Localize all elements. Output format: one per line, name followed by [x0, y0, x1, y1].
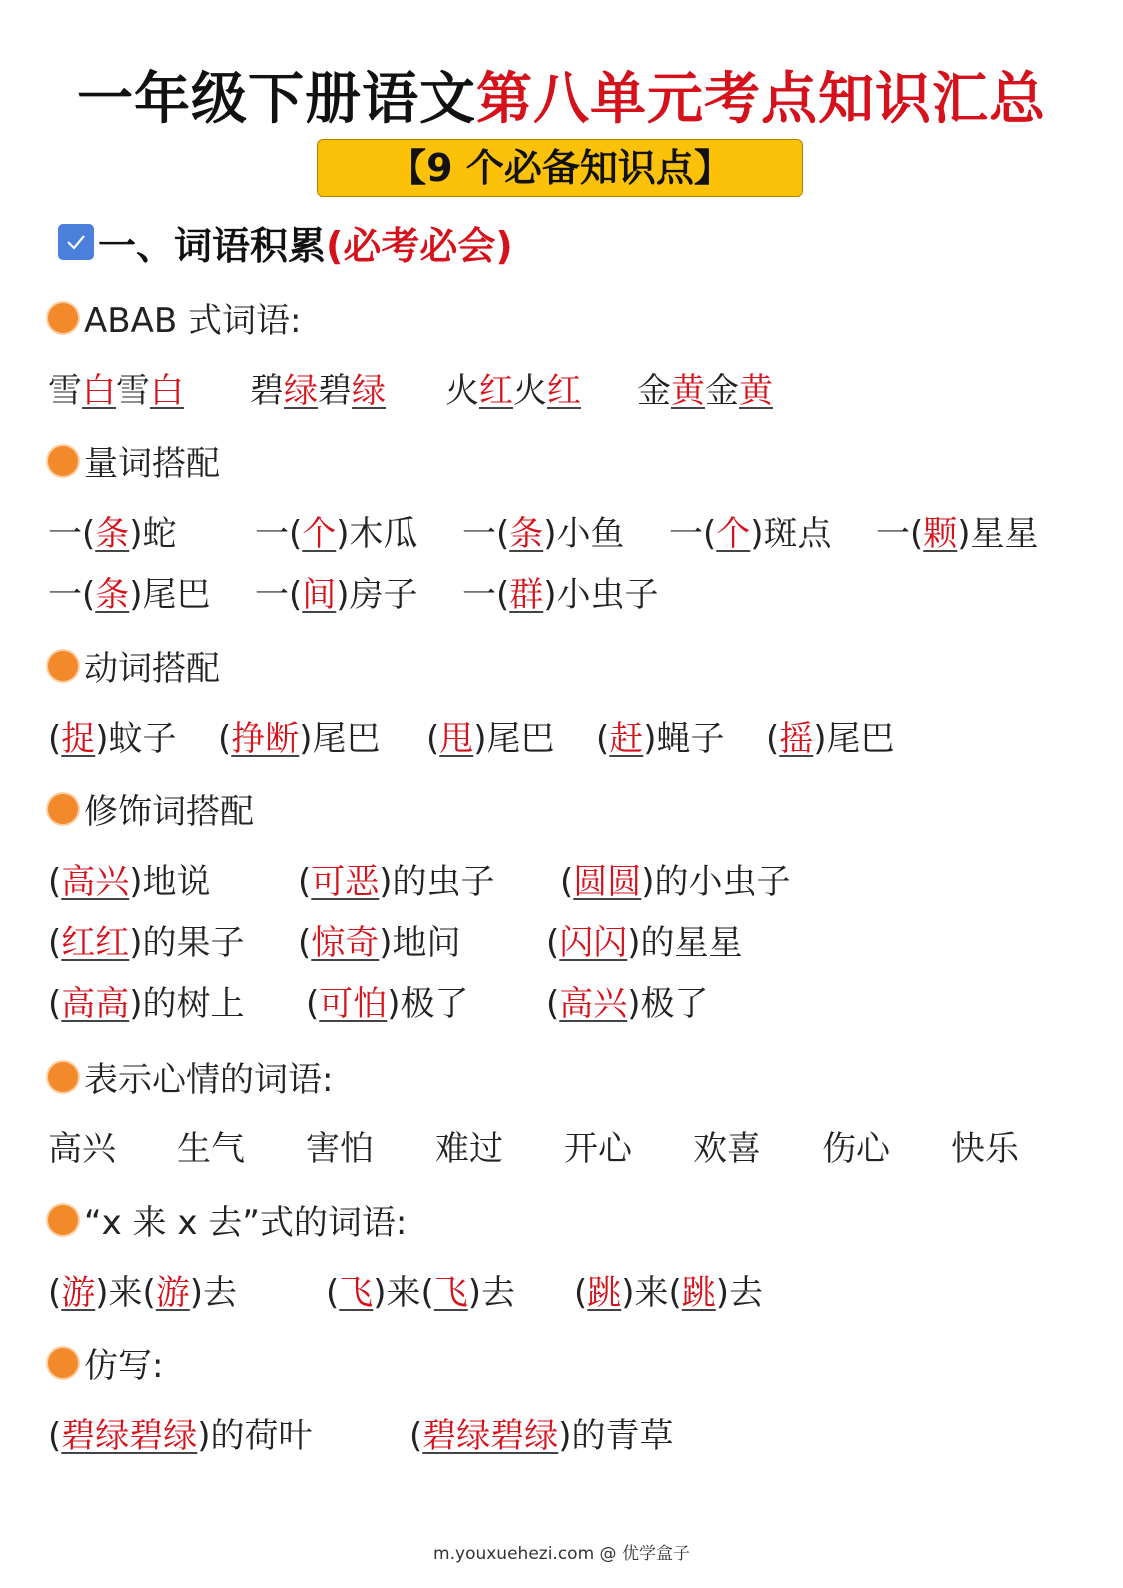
phrase-text: 开心 — [564, 1129, 632, 1169]
measure-item — [876, 506, 1039, 555]
phrase-text: 火 — [445, 371, 479, 411]
phrase-text: )房子 — [336, 575, 418, 615]
phrase-text: )去 — [715, 1273, 764, 1313]
phrase-text: ( — [298, 923, 312, 963]
imitate-heading — [48, 1338, 163, 1387]
imitate-item — [48, 1408, 313, 1457]
answer-text: 高兴 — [559, 984, 628, 1024]
phrase-text: ( — [546, 984, 560, 1024]
xlaixqu-item — [48, 1265, 237, 1314]
answer-text: 飞 — [339, 1273, 374, 1313]
answer-text: 跳 — [587, 1273, 622, 1313]
phrase-text: ( — [48, 984, 62, 1024]
abab-item — [637, 363, 773, 412]
orange-bullet-icon — [48, 651, 78, 681]
answer-text: 颗 — [923, 514, 958, 554]
mood-item — [306, 1121, 374, 1170]
phrase-text: 一( — [48, 514, 96, 554]
verb-item — [766, 711, 895, 760]
abab-item — [48, 363, 184, 412]
modifier-item — [560, 854, 791, 903]
page-title — [0, 55, 1123, 135]
xlaixqu-heading — [48, 1195, 407, 1244]
phrase-text: )蚊子 — [95, 719, 177, 759]
answer-text: 高兴 — [61, 862, 130, 902]
measure-item — [669, 506, 832, 555]
phrase-text: )极了 — [627, 984, 709, 1024]
answer-text: 甩 — [439, 719, 474, 759]
answer-text: 跳 — [681, 1273, 716, 1313]
phrase-text: )的果子 — [129, 923, 245, 963]
phrase-text: )蛇 — [129, 514, 177, 554]
answer-text: 可怕 — [319, 984, 388, 1024]
knowledge-count-badge: 【9 个必备知识点】 — [317, 139, 803, 197]
answer-text: 红 — [479, 371, 513, 411]
modifier-item — [298, 915, 461, 964]
measure-heading — [48, 436, 220, 485]
phrase-text: )极了 — [387, 984, 469, 1024]
phrase-text: ( — [48, 862, 62, 902]
orange-bullet-icon — [48, 794, 78, 824]
modifier-item — [48, 976, 245, 1025]
phrase-text: ( — [298, 862, 312, 902]
answer-text: 游 — [155, 1273, 190, 1313]
phrase-text: )去 — [467, 1273, 516, 1313]
answer-text: 捉 — [61, 719, 96, 759]
phrase-text: ( — [546, 923, 560, 963]
verb-item — [218, 711, 381, 760]
phrase-text: ( — [426, 719, 440, 759]
measure-item — [48, 567, 211, 616]
title-part-red: 第八单元考点知识汇总 — [476, 67, 1046, 132]
phrase-text: )的荷叶 — [197, 1416, 313, 1456]
phrase-text: 一( — [255, 575, 303, 615]
phrase-text: 害怕 — [306, 1129, 374, 1169]
answer-text: 挣断 — [231, 719, 300, 759]
phrase-text: 一( — [462, 575, 510, 615]
phrase-text: 难过 — [435, 1129, 503, 1169]
phrase-text: 高兴 — [48, 1129, 116, 1169]
answer-text: 圆圆 — [573, 862, 642, 902]
mood-item — [177, 1121, 245, 1170]
abab-item — [445, 363, 581, 412]
measure-item — [462, 506, 625, 555]
section-heading — [58, 216, 513, 268]
phrase-text: )木瓜 — [336, 514, 418, 554]
answer-text: 个 — [716, 514, 751, 554]
phrase-text: 雪 — [48, 371, 82, 411]
phrase-text: 欢喜 — [693, 1129, 761, 1169]
abab-heading-text: ABAB 式词语: — [84, 301, 302, 341]
xlaixqu-heading-text: “x 来 x 去”式的词语: — [84, 1203, 408, 1243]
imitate-item — [409, 1408, 674, 1457]
phrase-text: 金 — [705, 371, 739, 411]
answer-text: 条 — [95, 575, 130, 615]
modifier-item — [546, 976, 709, 1025]
measure-heading-text: 量词搭配 — [84, 444, 220, 484]
checkbox-icon — [58, 224, 94, 260]
answer-text: 个 — [302, 514, 337, 554]
title-part-black: 一年级下册语文 — [77, 67, 476, 132]
measure-item — [462, 567, 659, 616]
xlaixqu-item — [574, 1265, 763, 1314]
modifier-item — [298, 854, 495, 903]
answer-text: 黄 — [739, 371, 773, 411]
orange-bullet-icon — [48, 303, 78, 333]
imitate-heading-text: 仿写: — [84, 1346, 164, 1386]
footer-watermark: m.youxuehezi.com @ 优学盒子 — [433, 1544, 690, 1564]
answer-text: 碧绿碧绿 — [422, 1416, 559, 1456]
answer-text: 碧绿碧绿 — [61, 1416, 198, 1456]
verb-heading — [48, 641, 220, 690]
xlaixqu-item — [326, 1265, 515, 1314]
mood-item — [822, 1121, 890, 1170]
phrase-text: ( — [766, 719, 780, 759]
orange-bullet-icon — [48, 1205, 78, 1235]
modifier-heading — [48, 784, 254, 833]
verb-item — [596, 711, 725, 760]
phrase-text: )尾巴 — [299, 719, 381, 759]
phrase-text: )蝇子 — [643, 719, 725, 759]
answer-text: 赶 — [609, 719, 644, 759]
measure-item — [48, 506, 177, 555]
phrase-text: )尾巴 — [129, 575, 211, 615]
phrase-text: )的青草 — [558, 1416, 674, 1456]
phrase-text: ( — [48, 1416, 62, 1456]
phrase-text: 伤心 — [822, 1129, 890, 1169]
phrase-text: ( — [326, 1273, 340, 1313]
phrase-text: ( — [48, 719, 62, 759]
phrase-text: 生气 — [177, 1129, 245, 1169]
answer-text: 高高 — [61, 984, 130, 1024]
answer-text: 惊奇 — [311, 923, 380, 963]
measure-item — [255, 567, 418, 616]
answer-text: 飞 — [433, 1273, 468, 1313]
answer-text: 绿 — [352, 371, 386, 411]
phrase-text: 碧 — [318, 371, 352, 411]
orange-bullet-icon — [48, 446, 78, 476]
mood-item — [48, 1121, 116, 1170]
phrase-text: )的树上 — [129, 984, 245, 1024]
phrase-text: )尾巴 — [473, 719, 555, 759]
phrase-text: )星星 — [957, 514, 1039, 554]
phrase-text: )尾巴 — [813, 719, 895, 759]
phrase-text: 火 — [513, 371, 547, 411]
measure-item — [255, 506, 418, 555]
answer-text: 红 — [547, 371, 581, 411]
answer-text: 摇 — [779, 719, 814, 759]
answer-text: 黄 — [671, 371, 705, 411]
phrase-text: ( — [48, 923, 62, 963]
modifier-item — [306, 976, 469, 1025]
phrase-text: ( — [306, 984, 320, 1024]
modifier-heading-text: 修饰词搭配 — [84, 792, 254, 832]
phrase-text: )来( — [95, 1273, 156, 1313]
phrase-text: 雪 — [116, 371, 150, 411]
section-title: 一、词语积累 — [98, 223, 327, 268]
answer-text: 游 — [61, 1273, 96, 1313]
phrase-text: )地问 — [379, 923, 461, 963]
phrase-text: ( — [560, 862, 574, 902]
mood-item — [564, 1121, 632, 1170]
modifier-item — [48, 915, 245, 964]
mood-item — [693, 1121, 761, 1170]
answer-text: 群 — [509, 575, 544, 615]
verb-item — [48, 711, 177, 760]
phrase-text: 金 — [637, 371, 671, 411]
verb-heading-text: 动词搭配 — [84, 649, 220, 689]
phrase-text: )的小虫子 — [641, 862, 791, 902]
mood-heading — [48, 1052, 333, 1101]
phrase-text: 一( — [876, 514, 924, 554]
phrase-text: )斑点 — [750, 514, 832, 554]
section-tag: (必考必会) — [326, 223, 513, 268]
phrase-text: 一( — [255, 514, 303, 554]
answer-text: 间 — [302, 575, 337, 615]
phrase-text: )小虫子 — [543, 575, 659, 615]
answer-text: 红红 — [61, 923, 130, 963]
verb-item — [426, 711, 555, 760]
phrase-text: )去 — [189, 1273, 238, 1313]
modifier-item — [546, 915, 743, 964]
phrase-text: ( — [574, 1273, 588, 1313]
phrase-text: )小鱼 — [543, 514, 625, 554]
phrase-text: 快乐 — [951, 1129, 1019, 1169]
mood-item — [435, 1121, 503, 1170]
abab-item — [250, 363, 386, 412]
answer-text: 白 — [82, 371, 116, 411]
answer-text: 可恶 — [311, 862, 380, 902]
phrase-text: )地说 — [129, 862, 211, 902]
modifier-item — [48, 854, 211, 903]
phrase-text: 碧 — [250, 371, 284, 411]
phrase-text: ( — [409, 1416, 423, 1456]
phrase-text: )来( — [373, 1273, 434, 1313]
abab-heading — [48, 293, 301, 342]
phrase-text: 一( — [48, 575, 96, 615]
answer-text: 条 — [509, 514, 544, 554]
orange-bullet-icon — [48, 1062, 78, 1092]
phrase-text: 一( — [669, 514, 717, 554]
phrase-text: )的虫子 — [379, 862, 495, 902]
mood-item — [951, 1121, 1019, 1170]
phrase-text: 一( — [462, 514, 510, 554]
phrase-text: )的星星 — [627, 923, 743, 963]
answer-text: 白 — [150, 371, 184, 411]
phrase-text: ( — [218, 719, 232, 759]
phrase-text: ( — [48, 1273, 62, 1313]
answer-text: 闪闪 — [559, 923, 628, 963]
mood-heading-text: 表示心情的词语: — [84, 1060, 334, 1100]
orange-bullet-icon — [48, 1348, 78, 1378]
phrase-text: )来( — [621, 1273, 682, 1313]
answer-text: 条 — [95, 514, 130, 554]
phrase-text: ( — [596, 719, 610, 759]
answer-text: 绿 — [284, 371, 318, 411]
